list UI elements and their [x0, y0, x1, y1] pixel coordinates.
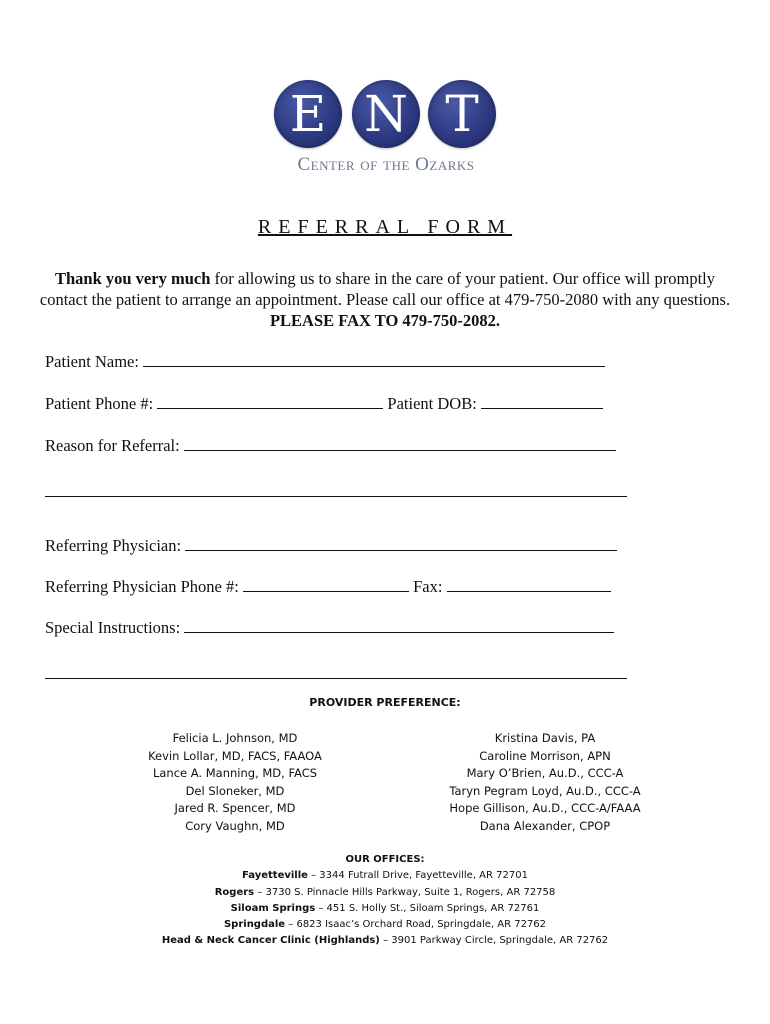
providers-left-list	[120, 730, 350, 836]
referring-phone-label: Referring Physician Phone #:	[45, 577, 239, 596]
office-item	[0, 901, 770, 917]
office-item	[0, 917, 770, 933]
patient-phone-blank[interactable]	[157, 396, 383, 409]
reason-blank[interactable]	[184, 438, 616, 451]
office-name: Springdale	[223, 919, 286, 931]
form-title: REFERRAL FORM	[257, 216, 513, 238]
provider-item: Felicia L. Johnson, MD	[172, 731, 298, 745]
patient-name-field	[45, 352, 605, 372]
office-name: Rogers	[214, 886, 255, 898]
provider-item: Taryn Pegram Loyd, Au.D., CCC-A	[449, 783, 641, 798]
patient-phone-label: Patient Phone #:	[45, 394, 154, 413]
office-address: – 6823 Isaac’s Orchard Road, Springdale, AR 72762	[285, 919, 547, 931]
office-item	[0, 933, 770, 949]
provider-item: Jared R. Spencer, MD	[174, 801, 296, 816]
office-address: – 3901 Parkway Circle, Springdale, AR 72762	[379, 935, 609, 947]
provider-item: Caroline Morrison, APN	[479, 748, 611, 763]
intro-bold-lead: Thank you very much	[54, 269, 211, 288]
provider-item: Kristina Davis, PA	[494, 731, 596, 745]
offices-heading	[0, 852, 770, 868]
fax-blank[interactable]	[447, 579, 611, 592]
provider-preference-heading: PROVIDER PREFERENCE:	[309, 696, 461, 709]
office-name: Fayetteville	[242, 870, 308, 882]
patient-phone-field	[45, 394, 603, 414]
ent-logo	[272, 80, 500, 180]
reason-field	[45, 436, 616, 456]
office-address: – 3730 S. Pinnacle Hills Parkway, Suite 1, Rogers, AR 72758	[254, 886, 556, 898]
provider-item: Del Sloneker, MD	[185, 783, 285, 798]
referring-physician-label: Referring Physician:	[45, 536, 182, 555]
reason-label: Reason for Referral:	[45, 436, 180, 455]
logo-letter-t: T	[445, 85, 479, 143]
office-address: – 3344 Futrall Drive, Fayetteville, AR 72701	[307, 870, 528, 882]
patient-name-label: Patient Name:	[45, 352, 139, 371]
provider-item: Hope Gillison, Au.D., CCC-A/FAAA	[449, 801, 641, 816]
provider-item: Mary O’Brien, Au.D., CCC-A	[466, 766, 624, 781]
logo-subtitle: Center of the Ozarks	[297, 154, 475, 175]
patient-dob-label: Patient DOB:	[387, 394, 477, 413]
logo-circle-n	[352, 80, 420, 148]
logo-letter-e: E	[289, 85, 327, 143]
special-instructions-continuation-line[interactable]	[45, 678, 627, 679]
provider-item: Kevin Lollar, MD, FACS, FAAOA	[148, 748, 322, 763]
office-name: Head & Neck Cancer Clinic (Highlands)	[161, 935, 380, 947]
fax-label: Fax:	[413, 577, 443, 596]
reason-continuation-line[interactable]	[45, 496, 627, 497]
special-instructions-field	[45, 618, 614, 638]
logo-circle-e	[274, 80, 342, 148]
patient-name-blank[interactable]	[143, 354, 605, 367]
office-item	[0, 885, 770, 901]
providers-right-list	[430, 730, 660, 836]
provider-item: Dana Alexander, CPOP	[479, 818, 611, 833]
special-instructions-blank[interactable]	[184, 620, 614, 633]
patient-dob-blank[interactable]	[481, 396, 603, 409]
special-instructions-label: Special Instructions:	[45, 618, 181, 637]
provider-item: Cory Vaughn, MD	[185, 818, 285, 833]
office-name: Siloam Springs	[230, 902, 316, 914]
logo-circle-t	[428, 80, 496, 148]
provider-item: Lance A. Manning, MD, FACS	[152, 766, 318, 781]
intro-text: for allowing us to share in the care of your patient. Our office will promptly contact the patient to arrange an appointment. Please call our office at 479-750-2080 with any questions.	[39, 269, 731, 309]
office-item	[0, 868, 770, 884]
referring-phone-field	[45, 577, 611, 597]
intro-fax-notice: PLEASE FAX TO 479-750-2082.	[269, 311, 501, 330]
intro-paragraph	[38, 268, 732, 331]
offices-heading-text: OUR OFFICES:	[345, 854, 425, 865]
office-address: – 451 S. Holly St., Siloam Springs, AR 72761	[315, 902, 540, 914]
referring-physician-blank[interactable]	[185, 538, 617, 551]
referring-phone-blank[interactable]	[243, 579, 409, 592]
offices-section	[0, 852, 770, 950]
logo-letter-n: N	[364, 85, 408, 143]
referring-physician-field	[45, 536, 617, 556]
